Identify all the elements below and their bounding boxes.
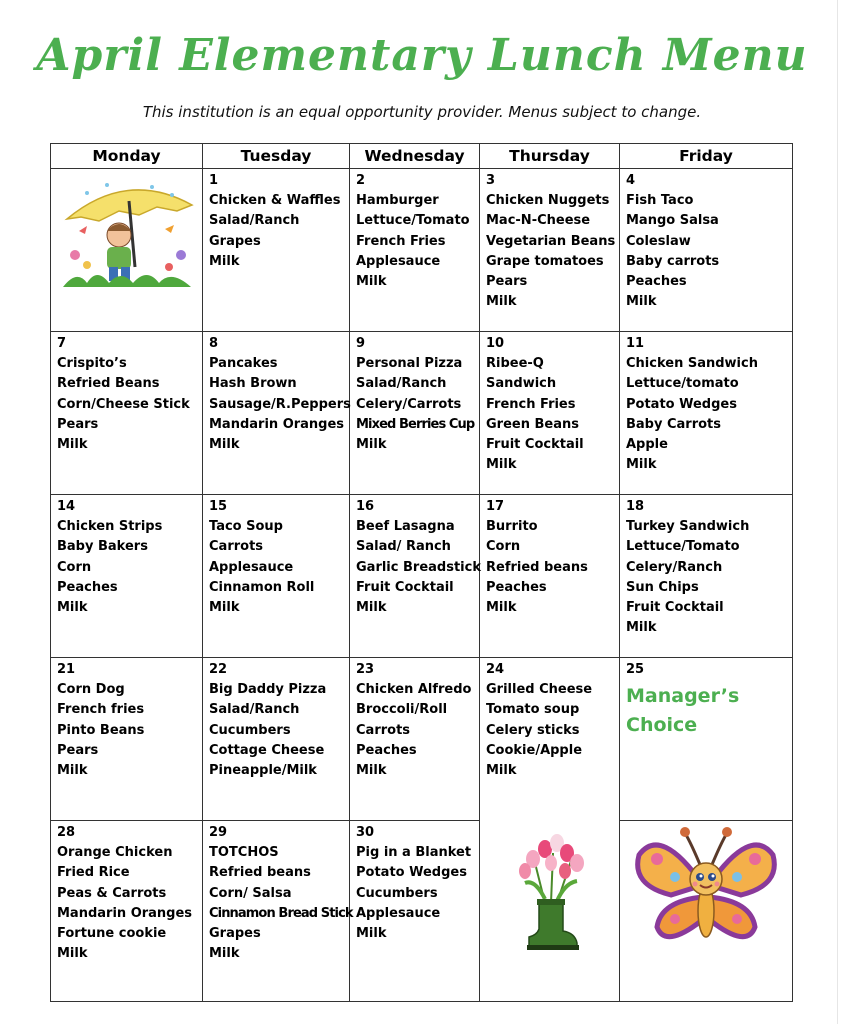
menu-cell <box>203 169 350 332</box>
header-wednesday: Wednesday <box>350 144 480 169</box>
menu-item: Pancakes <box>209 356 278 372</box>
menu-item: Pineapple/Milk <box>209 763 317 779</box>
menu-item: Milk <box>486 763 517 779</box>
butterfly-icon <box>631 823 781 953</box>
menu-item: Milk <box>209 437 240 453</box>
menu-item: Cookie/Apple <box>486 742 583 758</box>
menu-item: Salad/Ranch <box>209 213 300 229</box>
menu-item: Carrots <box>356 722 411 738</box>
header-tuesday: Tuesday <box>203 144 350 169</box>
umbrella-kid-icon <box>57 171 197 291</box>
butterfly-picture <box>620 821 793 1002</box>
menu-item: Sun Chips <box>626 579 699 595</box>
menu-item: Mango Salsa <box>626 213 719 229</box>
menu-item: Vegetarian Beans <box>486 233 616 249</box>
menu-items <box>209 680 343 781</box>
menu-item: Milk <box>486 457 517 473</box>
menu-items <box>486 191 616 312</box>
menu-items <box>209 843 353 964</box>
header-monday: Monday <box>51 144 203 169</box>
menu-item: French Fries <box>356 233 446 249</box>
menu-items <box>209 517 343 618</box>
menu-item: French fries <box>57 702 145 718</box>
menu-items <box>356 354 473 455</box>
menu-items <box>486 517 613 618</box>
day-number: 8 <box>209 336 219 351</box>
menu-item: Coleslaw <box>626 233 691 249</box>
menu-item: Chicken Nuggets <box>486 193 610 209</box>
day-number: 17 <box>486 499 505 514</box>
menu-cell <box>203 495 350 658</box>
menu-cell <box>203 658 350 821</box>
week-row <box>51 821 793 1002</box>
menu-item: Milk <box>626 457 657 473</box>
menu-cell <box>51 332 203 495</box>
menu-item: Cucumbers <box>356 885 438 901</box>
menu-item: Sausage/R.Peppers <box>209 396 351 412</box>
menu-item: Carrots <box>209 539 264 555</box>
menu-item: Salad/ Ranch <box>356 539 451 555</box>
week-row <box>51 495 793 658</box>
menu-item: Taco Soup <box>209 519 283 535</box>
menu-item: Lettuce/tomato <box>626 376 739 392</box>
menu-item: TOTCHOS <box>209 845 279 861</box>
tulips-in-boot-icon <box>505 823 595 953</box>
menu-item: Baby Carrots <box>626 416 722 432</box>
menu-items <box>209 191 343 272</box>
menu-item: Peaches <box>57 579 118 595</box>
menu-item: Applesauce <box>356 253 441 269</box>
menu-item: Milk <box>626 294 657 310</box>
menu-item: Corn <box>486 539 521 555</box>
tulips-picture <box>480 821 620 1002</box>
menu-cell <box>350 658 480 821</box>
menu-item: Crispito’s <box>57 356 127 372</box>
menu-item: Pears <box>57 416 99 432</box>
managers-choice-line2: Choice <box>626 714 698 737</box>
menu-item: Potato Wedges <box>626 396 737 412</box>
menu-item: Baby Bakers <box>57 539 148 555</box>
menu-item: Milk <box>486 600 517 616</box>
menu-item: Chicken Sandwich <box>626 356 758 372</box>
menu-item: Baby carrots <box>626 253 720 269</box>
day-number: 24 <box>486 662 505 677</box>
menu-item: Grapes <box>209 926 261 942</box>
header-friday: Friday <box>620 144 793 169</box>
menu-item: Fortune cookie <box>57 926 167 942</box>
day-number: 1 <box>209 173 219 188</box>
menu-item: Fruit Cocktail <box>356 579 454 595</box>
menu-cell <box>480 332 620 495</box>
menu-item: Milk <box>356 763 387 779</box>
menu-item: Grapes <box>209 233 261 249</box>
day-number: 22 <box>209 662 228 677</box>
menu-item: Chicken Strips <box>57 519 163 535</box>
menu-item: Mac-N-Cheese <box>486 213 591 229</box>
day-number: 15 <box>209 499 228 514</box>
week-row <box>51 332 793 495</box>
day-number: 2 <box>356 173 366 188</box>
day-number: 23 <box>356 662 375 677</box>
menu-items <box>57 517 196 618</box>
menu-item: Garlic Breadstick <box>356 559 481 575</box>
menu-cell <box>480 658 620 821</box>
menu-item: Cucumbers <box>209 722 291 738</box>
menu-items <box>626 517 786 638</box>
day-number: 28 <box>57 825 76 840</box>
day-number: 18 <box>626 499 645 514</box>
menu-item: Turkey Sandwich <box>626 519 750 535</box>
menu-item: Cottage Cheese <box>209 742 325 758</box>
menu-item: Sandwich <box>486 376 557 392</box>
menu-item: Refried Beans <box>57 376 160 392</box>
menu-item: Refried beans <box>209 865 311 881</box>
menu-items <box>356 191 473 292</box>
header-row <box>51 144 793 169</box>
menu-item: Celery sticks <box>486 722 580 738</box>
menu-item: Lettuce/Tomato <box>626 539 740 555</box>
menu-item: Milk <box>209 946 240 962</box>
menu-item: Celery/Ranch <box>626 559 723 575</box>
menu-item: Peaches <box>486 579 547 595</box>
lunch-menu-table <box>50 143 793 1002</box>
menu-cell <box>620 169 793 332</box>
menu-item: Personal Pizza <box>356 356 463 372</box>
menu-cell <box>203 821 353 1002</box>
menu-item: Hash Brown <box>209 376 297 392</box>
menu-item: Cinnamon Bread Stick <box>209 905 353 921</box>
umbrella-kid-picture <box>51 169 203 332</box>
menu-item: Fruit Cocktail <box>486 437 584 453</box>
menu-item: Milk <box>356 600 387 616</box>
day-number: 4 <box>626 173 636 188</box>
menu-item: Milk <box>209 253 240 269</box>
menu-item: Salad/Ranch <box>209 702 300 718</box>
day-number: 21 <box>57 662 76 677</box>
menu-item: Applesauce <box>356 905 441 921</box>
menu-items <box>57 680 196 781</box>
menu-cell <box>203 332 350 495</box>
menu-cell <box>350 821 480 1002</box>
menu-item: Milk <box>209 600 240 616</box>
menu-item: Milk <box>626 620 657 636</box>
menu-item: Milk <box>57 437 88 453</box>
menu-item: Pig in a Blanket <box>356 845 472 861</box>
menu-cell <box>51 495 203 658</box>
menu-item: Milk <box>356 437 387 453</box>
menu-item: Grilled Cheese <box>486 682 593 698</box>
menu-item: Potato Wedges <box>356 865 467 881</box>
page-edge-line <box>837 0 838 1024</box>
menu-item: Milk <box>356 926 387 942</box>
menu-items <box>356 843 473 944</box>
menu-item: Milk <box>57 600 88 616</box>
menu-cell <box>350 495 480 658</box>
header-thursday: Thursday <box>480 144 620 169</box>
page-title: April Elementary Lunch Menu <box>36 30 808 81</box>
menu-item: Corn Dog <box>57 682 125 698</box>
menu-item: Mandarin Oranges <box>57 905 193 921</box>
menu-item: Milk <box>57 946 88 962</box>
menu-item: Celery/Carrots <box>356 396 462 412</box>
menu-item: Peaches <box>626 274 687 290</box>
menu-cell <box>620 658 793 821</box>
menu-cell <box>480 169 620 332</box>
menu-item: Chicken Alfredo <box>356 682 472 698</box>
day-number: 30 <box>356 825 375 840</box>
menu-items <box>486 354 613 475</box>
menu-items <box>356 680 473 781</box>
menu-item: Tomato soup <box>486 702 580 718</box>
menu-cell <box>51 658 203 821</box>
day-number: 16 <box>356 499 375 514</box>
menu-cell <box>480 495 620 658</box>
menu-item: Pears <box>57 742 99 758</box>
menu-item: Grape tomatoes <box>486 253 604 269</box>
week-row <box>51 658 793 821</box>
page-subtitle: This institution is an equal opportunity provider. Menus subject to change. <box>142 103 702 121</box>
day-number: 3 <box>486 173 496 188</box>
menu-items <box>57 843 196 964</box>
menu-item: Corn <box>57 559 92 575</box>
menu-item: Milk <box>57 763 88 779</box>
menu-item: Apple <box>626 437 668 453</box>
menu-item: Green Beans <box>486 416 579 432</box>
menu-item: Orange Chicken <box>57 845 173 861</box>
menu-item: Beef Lasagna <box>356 519 455 535</box>
menu-item: Corn/ Salsa <box>209 885 292 901</box>
menu-item: Big Daddy Pizza <box>209 682 327 698</box>
menu-item: Pinto Beans <box>57 722 145 738</box>
menu-item: Corn/Cheese Stick <box>57 396 190 412</box>
menu-item: Milk <box>486 294 517 310</box>
menu-item: Refried beans <box>486 559 588 575</box>
day-number: 7 <box>57 336 67 351</box>
menu-items <box>626 354 786 475</box>
menu-items <box>356 517 481 618</box>
menu-items <box>626 191 786 312</box>
menu-cell <box>620 495 793 658</box>
menu-items <box>486 680 613 781</box>
menu-item: Broccoli/Roll <box>356 702 448 718</box>
menu-item: Hamburger <box>356 193 439 209</box>
menu-cell <box>350 169 480 332</box>
day-number: 11 <box>626 336 645 351</box>
menu-item: Peaches <box>356 742 417 758</box>
menu-item: Chicken & Waffles <box>209 193 341 209</box>
menu-item: Burrito <box>486 519 538 535</box>
menu-item: Applesauce <box>209 559 294 575</box>
menu-item: Milk <box>356 274 387 290</box>
week-row <box>51 169 793 332</box>
menu-item: Fried Rice <box>57 865 130 881</box>
menu-cell <box>350 332 480 495</box>
menu-item: Mixed Berries Cup <box>356 416 475 432</box>
day-number: 14 <box>57 499 76 514</box>
menu-item: Fruit Cocktail <box>626 600 724 616</box>
menu-cell <box>51 821 203 1002</box>
menu-item: Fish Taco <box>626 193 694 209</box>
menu-items <box>209 354 351 455</box>
day-number: 25 <box>626 662 645 677</box>
day-number: 9 <box>356 336 366 351</box>
menu-item: Cinnamon Roll <box>209 579 315 595</box>
day-number: 29 <box>209 825 228 840</box>
day-number: 10 <box>486 336 505 351</box>
managers-choice-line1: Manager’s <box>626 685 740 708</box>
menu-item: French Fries <box>486 396 576 412</box>
menu-cell <box>620 332 793 495</box>
menu-item: Pears <box>486 274 528 290</box>
menu-item: Mandarin Oranges <box>209 416 345 432</box>
menu-item: Salad/Ranch <box>356 376 447 392</box>
menu-item: Lettuce/Tomato <box>356 213 470 229</box>
menu-item: Ribee-Q <box>486 356 544 372</box>
menu-items <box>57 354 196 455</box>
menu-item: Peas & Carrots <box>57 885 167 901</box>
